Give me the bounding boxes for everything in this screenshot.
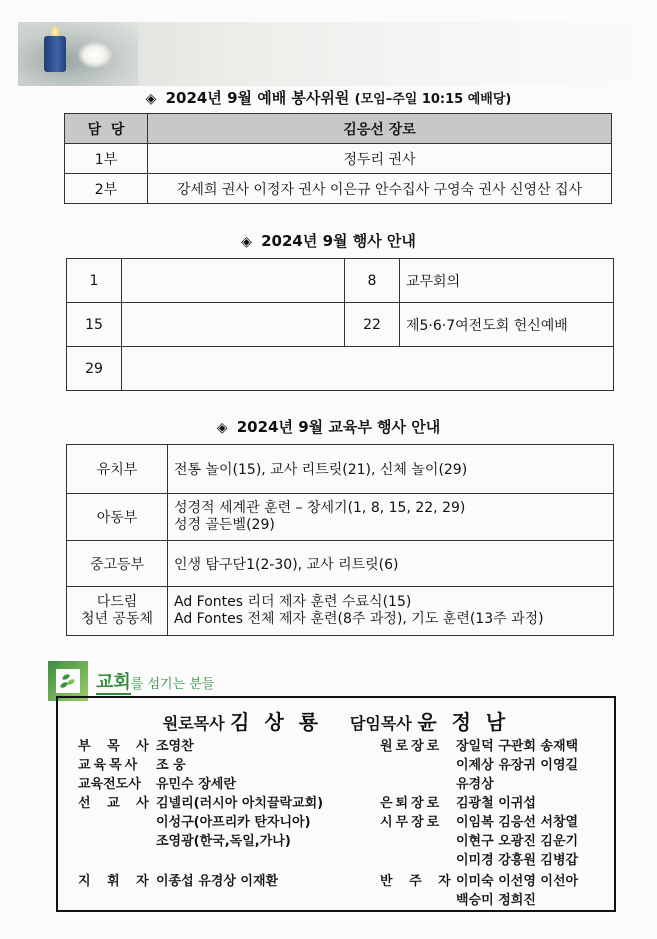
- diamond-bullet-icon: ◈: [241, 234, 252, 250]
- section-title-text: 2024년 9월 예배 봉사위원: [165, 89, 350, 107]
- department-line: 청년 공동체: [80, 611, 154, 627]
- detail-line: Ad Fontes 리더 제자 훈련 수료식(15): [174, 594, 412, 610]
- events-title: [0, 230, 657, 251]
- staff-names: 이성구(아프리카 탄자니아): [156, 815, 311, 830]
- header-photo-banner: [18, 22, 636, 86]
- section-title-note: (모임–주일 10:15 예배당): [354, 92, 512, 107]
- table-row: [65, 174, 612, 204]
- emeritus-title: 원로목사: [162, 714, 225, 733]
- detail-line: 성경적 세계관 훈련 – 창세기(1, 8, 15, 22, 29): [174, 500, 466, 516]
- church-label-big: 교회: [96, 672, 131, 693]
- emeritus-name: 김 상 룡: [230, 710, 323, 734]
- event-cell: [122, 303, 345, 347]
- date-cell: 15: [67, 303, 122, 347]
- role-label: 지 휘 자: [78, 874, 155, 889]
- diamond-bullet-icon: ◈: [145, 91, 157, 107]
- role-label: 반 주 자: [380, 874, 457, 889]
- staff-names: 이미경 강흥원 김병갑: [456, 853, 579, 868]
- staff-names: 이임복 김응선 서창열: [456, 815, 579, 830]
- diamond-bullet-icon: ◈: [216, 420, 228, 436]
- detail-line: 성경 골든벨(29): [174, 517, 275, 533]
- event-cell: 교무회의: [400, 259, 614, 303]
- senior-title: 담임목사: [349, 714, 412, 733]
- education-events-table: [66, 444, 614, 636]
- department-cell: 중고등부: [67, 541, 168, 587]
- detail-line: 인생 탐구단1(2-30), 교사 리트릿(6): [174, 556, 399, 573]
- staff-names: 김넬리(러시아 아치끌락교회): [156, 796, 324, 811]
- role-label: 은퇴장로: [380, 796, 443, 811]
- education-events-title: [0, 416, 657, 437]
- details-cell: [168, 445, 614, 494]
- table-row: [65, 144, 612, 174]
- role-label: 시무장로: [380, 815, 443, 830]
- table-row: [67, 587, 614, 636]
- staff-names: 장일덕 구관회 송재택: [456, 739, 579, 754]
- candle-icon: [44, 36, 66, 72]
- date-cell: 29: [67, 347, 122, 391]
- staff-names: 조 웅: [156, 758, 186, 773]
- details-cell: [168, 541, 614, 587]
- staff-names: 조영광(한국,독일,가나): [156, 834, 291, 849]
- staff-names: 이종섭 유경상 이재환: [156, 874, 279, 889]
- staff-names: 이미숙 이선영 이선아: [456, 874, 579, 889]
- worship-volunteers-table: [64, 113, 612, 204]
- row-value-cell: 강세희 권사 이정자 권사 이은규 안수집사 구영숙 권사 신영산 집사: [148, 174, 612, 204]
- table-row: [67, 303, 614, 347]
- details-cell: [168, 587, 614, 636]
- detail-line: Ad Fontes 전체 제자 훈련(8주 과정), 기도 훈련(13주 과정): [174, 611, 544, 627]
- staff-names: 이제상 유장귀 이영길: [456, 758, 579, 773]
- section-title-text: 2024년 9월 행사 안내: [261, 232, 416, 250]
- staff-names: 유민수 장세란: [156, 777, 236, 792]
- worship-volunteers-title: [0, 87, 657, 108]
- staff-names: 조영찬: [156, 739, 194, 754]
- detail-line: 전통 놀이(15), 교사 리트릿(21), 신체 놀이(29): [174, 462, 468, 478]
- pastors-line: [58, 706, 614, 735]
- role-label: 원로장로: [380, 739, 443, 754]
- leaf-icon: [56, 669, 80, 693]
- event-cell: [122, 347, 614, 391]
- flower-icon: [78, 42, 112, 68]
- staff-names: 백승미 정희진: [456, 893, 536, 908]
- staff-names: 이현구 오광진 김운기: [456, 834, 579, 849]
- table-header-row: [65, 114, 612, 144]
- role-label: 부 목 사: [78, 739, 155, 754]
- table-row: [67, 347, 614, 391]
- table-row: [67, 259, 614, 303]
- church-label-small: 를 섬기는 분들: [130, 677, 215, 692]
- row-label-cell: 1부: [65, 144, 148, 174]
- date-cell: 1: [67, 259, 122, 303]
- date-cell: 22: [345, 303, 400, 347]
- event-cell: [122, 259, 345, 303]
- staff-names: 김광철 이귀섭: [456, 796, 536, 811]
- events-table: [66, 258, 614, 391]
- details-cell: [168, 494, 614, 541]
- department-cell: 유치부: [67, 445, 168, 494]
- candle-photo: [18, 22, 138, 86]
- table-row: [67, 445, 614, 494]
- role-label: 교육목사: [78, 758, 141, 773]
- row-label-cell: 2부: [65, 174, 148, 204]
- senior-name: 윤 정 남: [417, 710, 510, 734]
- role-label: 선 교 사: [78, 796, 155, 811]
- church-staff-heading: [96, 668, 214, 694]
- section-title-text: 2024년 9월 교육부 행사 안내: [236, 418, 441, 436]
- department-line: 다드림: [96, 594, 138, 610]
- staff-names: 유경상: [456, 777, 494, 792]
- row-value-cell: 정두리 권사: [148, 144, 612, 174]
- church-staff-box: [56, 696, 616, 912]
- table-row: [67, 541, 614, 587]
- department-cell: [67, 587, 168, 636]
- role-label: 교육전도사: [78, 777, 141, 792]
- department-cell: 아동부: [67, 494, 168, 541]
- header-label-cell: 담 당: [65, 114, 148, 144]
- date-cell: 8: [345, 259, 400, 303]
- table-row: [67, 494, 614, 541]
- header-value-cell: 김응선 장로: [148, 114, 612, 144]
- event-cell: 제5·6·7여전도회 헌신예배: [400, 303, 614, 347]
